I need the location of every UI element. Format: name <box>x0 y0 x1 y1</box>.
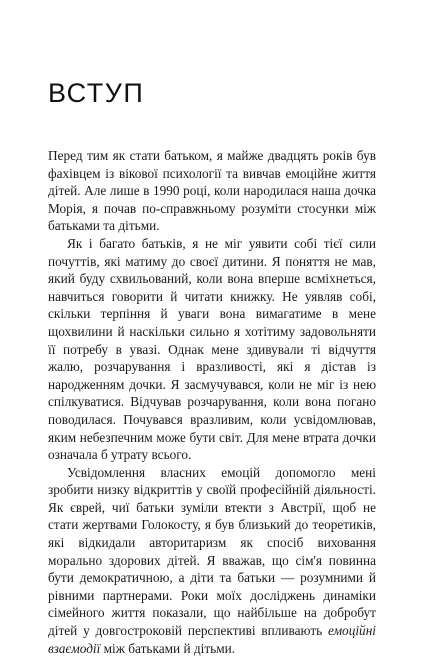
paragraph-2 <box>48 235 376 464</box>
paragraph-3-emphasis: емоційні взаємодії <box>48 623 376 656</box>
paragraph-3-text: Усвідомлення власних емоцій допомогло мені зробити низку відкриттів у своїй професійній діяльності. Як єврей, чиї батьки зуміли втекти з Австрії, щоб не стати жертвами Голокосту, я був близький до теоретиків, які відкидали авторитаризм як спосіб виховання морально здорових дітей. Я вважав, що сім'я повинна бути демократичною, а діти та батьки — розумними й рівними партнерами. Роки моїх досліджень динаміки сімейного життя показали, що найбільше на добробут дітей у довгостроковій перспективі впливають <box>48 464 376 639</box>
paragraph-3-text-end: між батьками й дітьми. <box>100 640 236 656</box>
paragraph-2-text: Як і багато батьків, я не міг уявити собі тієї сили почуттів, які матиму до своєї дитини. Я поняття не мав, який буду схвильований, коли вона вперше всміхнеться, навчиться говорити й читати книжку. Не уявляв собі, скільки терпіння й уваги вона вимагатиме в мене щохвилини й наскільки сильно я хотітиму задовольняти її потребу в увазі. Однак мене здивували ті відчуття жалю, розчарування і вразливості, які я дістав із народженням дочки. Я засмучувався, коли не міг із нею спілкуватися. Відчував розчарування, коли вона погано поводилася. Почувався вразливим, коли усвідомлював, яким небезпечним може бути світ. Для мене втрата дочки означала б утрату всього. <box>48 235 376 463</box>
paragraph-3 <box>48 464 376 657</box>
paragraph-1-text: Перед тим як стати батьком, я майже двадцять років був фахівцем із вікової психології та вивчав емоційне життя дітей. Але лише в 1990 році, коли народилася наша дочка Морія, я почав по-справжньому розуміти стосунки між батьками та дітьми. <box>48 148 376 234</box>
chapter-title: ВСТУП <box>48 78 145 108</box>
paragraph-1 <box>48 147 376 235</box>
chapter-body <box>48 147 376 657</box>
